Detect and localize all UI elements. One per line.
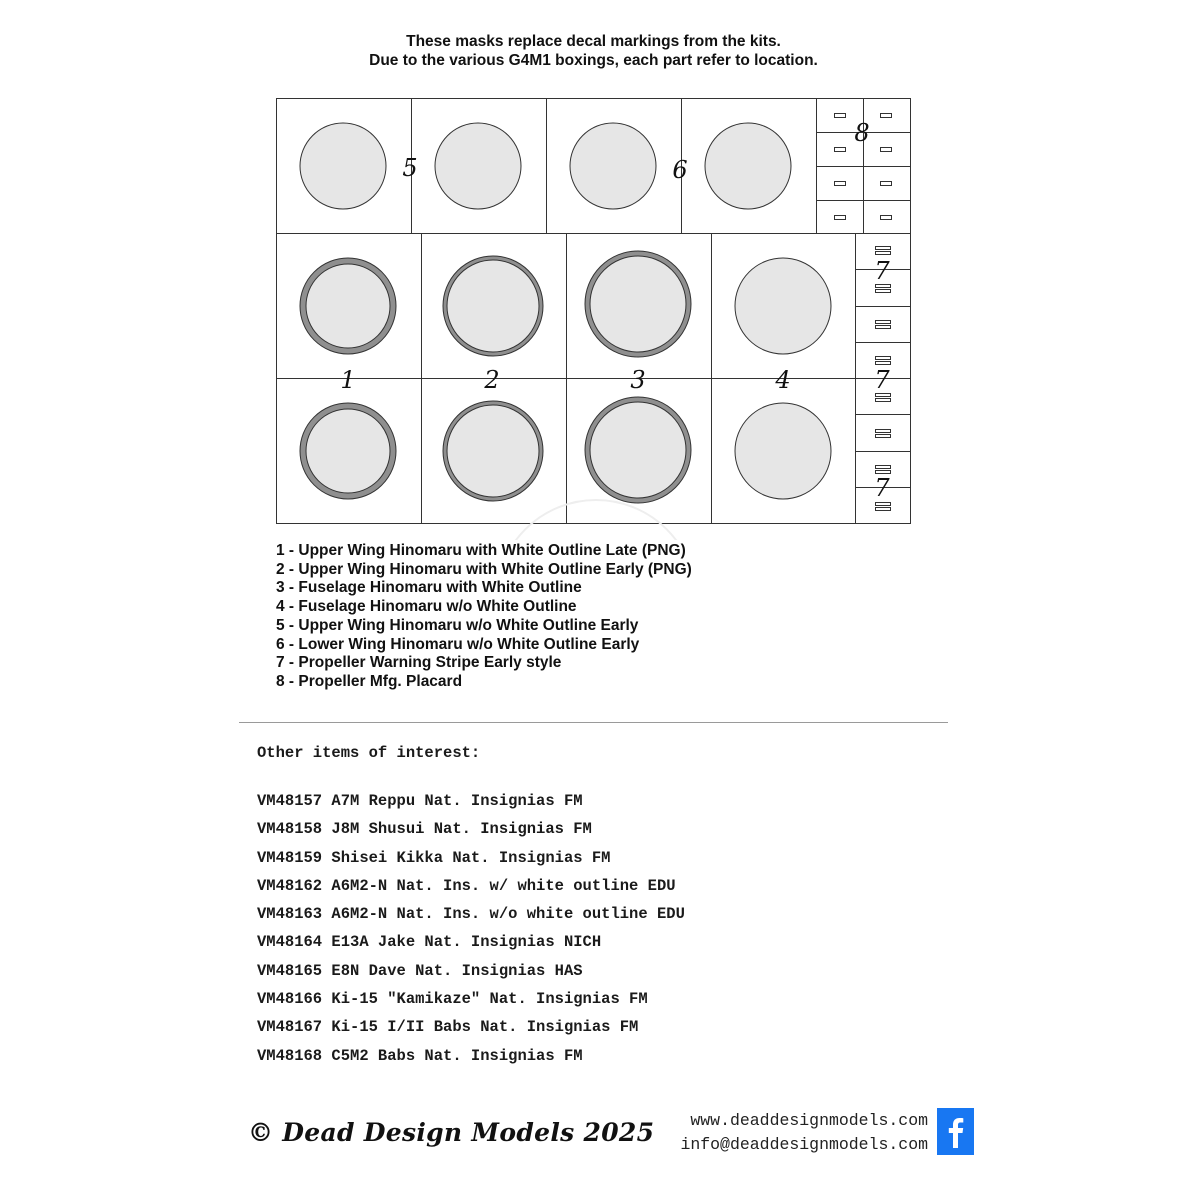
mask-disc-3-lower (590, 402, 686, 498)
mask-disc-2-upper (447, 260, 539, 352)
mask-disc-5b (435, 123, 521, 209)
legend-item: 2 - Upper Wing Hinomaru with White Outline Early (PNG) (276, 560, 692, 578)
sheet-label: 8 (854, 119, 870, 147)
website-link[interactable]: www.deaddesignmodels.com (690, 1111, 928, 1130)
legend-item: 1 - Upper Wing Hinomaru with White Outline Late (PNG) (276, 542, 686, 559)
mask-disc-4-lower (735, 403, 831, 499)
placard-mark (881, 216, 892, 220)
list-item: VM48167 Ki-15 I/II Babs Nat. Insignias FM (257, 1018, 639, 1037)
mask-disc-3-upper (590, 256, 686, 352)
legend (276, 542, 692, 692)
list-item: VM48164 E13A Jake Nat. Insignias NICH (257, 933, 602, 952)
legend-item: 5 - Upper Wing Hinomaru w/o White Outline Early (276, 616, 639, 634)
stripe-mark (876, 435, 891, 438)
sheet-label: 6 (672, 156, 688, 184)
mask-disc-1-upper (306, 264, 390, 348)
sheet-label: 7 (874, 366, 890, 394)
legend-item: 4 - Fuselage Hinomaru w/o White Outline (276, 598, 577, 616)
sheet-label: 3 (630, 366, 646, 394)
legend-item: 8 - Propeller Mfg. Placard (276, 672, 463, 690)
placard-mark (881, 114, 892, 118)
list-item: VM48168 C5M2 Babs Nat. Insignias FM (257, 1046, 583, 1065)
mask-disc-4-upper (735, 258, 831, 354)
stripe-mark (876, 247, 891, 250)
stripe-mark (876, 321, 891, 324)
stripe-mark (876, 399, 891, 402)
mask-disc-1-lower (306, 409, 390, 493)
mask-sheet-diagram (0, 0, 1187, 540)
stripe-mark (876, 362, 891, 365)
stripe-mark (876, 466, 891, 469)
mask-disc-6b (705, 123, 791, 209)
stripe-mark (876, 326, 891, 329)
facebook-icon[interactable] (937, 1108, 974, 1155)
placard-mark (835, 148, 846, 152)
header-line-1: These masks replace decal markings from the kits. (406, 33, 781, 50)
placard-mark (881, 148, 892, 152)
watermark-seal (496, 500, 696, 540)
placard-mark (835, 114, 846, 118)
stripe-mark (876, 430, 891, 433)
sheet-label: 4 (775, 366, 791, 394)
section-divider (239, 722, 948, 723)
list-item: VM48166 Ki-15 "Kamikaze" Nat. Insignias FM (257, 990, 648, 1009)
list-item: VM48163 A6M2-N Nat. Ins. w/o white outline EDU (257, 905, 685, 924)
sheet-label: 1 (340, 366, 356, 394)
mask-disc-2-lower (447, 405, 539, 497)
legend-item: 7 - Propeller Warning Stripe Early style (276, 654, 562, 672)
facebook-glyph (937, 1108, 974, 1155)
stripe-mark (876, 252, 891, 255)
placard-mark (881, 182, 892, 186)
stripe-mark (876, 508, 891, 511)
list-item: VM48158 J8M Shusui Nat. Insignias FM (257, 820, 592, 839)
stripe-mark (876, 357, 891, 360)
email-link[interactable]: info@deaddesignmodels.com (680, 1135, 928, 1154)
sheet-label: 2 (484, 366, 500, 394)
stripe-mark (876, 290, 891, 293)
contact-block (680, 1109, 928, 1157)
other-items-title: Other items of interest: (257, 744, 481, 762)
other-items-list (257, 787, 685, 1070)
sheet-label: 7 (874, 257, 890, 285)
stripe-mark (876, 503, 891, 506)
copyright: © Dead Design Models 2025 (248, 1118, 655, 1147)
mask-disc-5a (300, 123, 386, 209)
placard-mark (835, 182, 846, 186)
sheet-label: 5 (402, 154, 418, 182)
list-item: VM48157 A7M Reppu Nat. Insignias FM (257, 792, 583, 810)
legend-item: 6 - Lower Wing Hinomaru w/o White Outline Early (276, 635, 640, 653)
list-item: VM48165 E8N Dave Nat. Insignias HAS (257, 961, 583, 980)
legend-item: 3 - Fuselage Hinomaru with White Outline (276, 579, 582, 597)
list-item: VM48162 A6M2-N Nat. Ins. w/ white outline EDU (257, 876, 676, 895)
header-line-2: Due to the various G4M1 boxings, each part refer to location. (369, 52, 818, 69)
mask-disc-6a (570, 123, 656, 209)
list-item: VM48159 Shisei Kikka Nat. Insignias FM (257, 848, 611, 867)
placard-mark (835, 216, 846, 220)
sheet-label: 7 (874, 474, 890, 502)
other-items-section (257, 744, 685, 1070)
